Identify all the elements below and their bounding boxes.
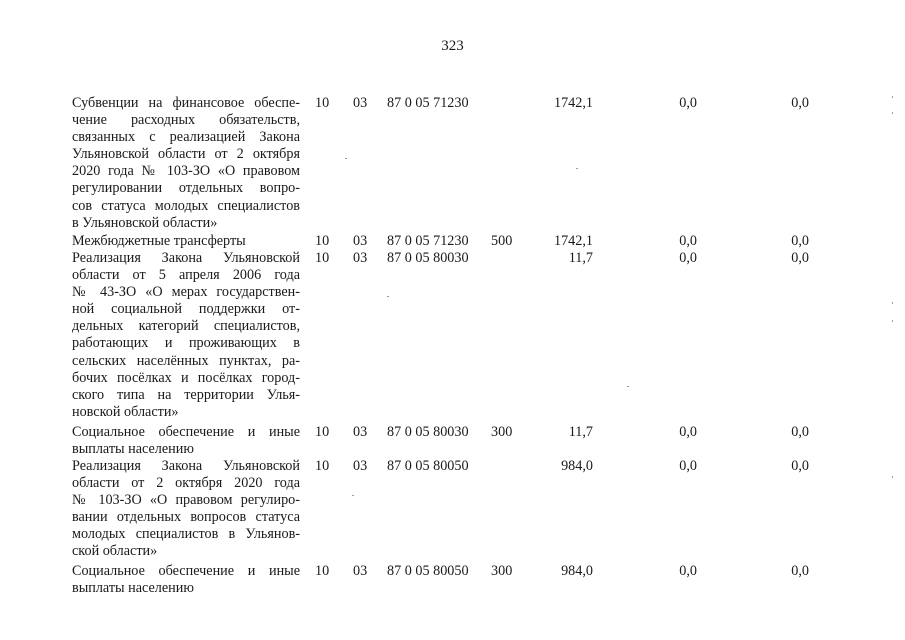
amount-year-1: 1742,1 xyxy=(553,233,593,249)
description-line: выплаты населению xyxy=(72,441,194,458)
description-line: № 103-ЗО «О правовом регулиро- xyxy=(72,492,300,509)
description-line: выплаты населению xyxy=(72,580,194,597)
section-code: 10 xyxy=(315,458,330,474)
page-number: 323 xyxy=(441,38,464,54)
description-line: дельных категорий специалистов, xyxy=(72,318,300,335)
target-article-code: 87 0 05 80030 xyxy=(387,424,469,440)
description-line: новской области» xyxy=(72,403,179,420)
scan-speck xyxy=(387,296,389,297)
description-line: связанных с реализацией Закона xyxy=(72,129,300,146)
target-article-code: 87 0 05 80030 xyxy=(387,250,469,266)
subsection-code: 03 xyxy=(353,250,368,266)
amount-year-3: 0,0 xyxy=(791,233,809,249)
amount-year-2: 0,0 xyxy=(679,563,697,579)
target-article-code: 87 0 05 80050 xyxy=(387,563,469,579)
scan-speck xyxy=(627,386,629,387)
row-description xyxy=(72,458,300,561)
description-line: ского типа на территории Улья- xyxy=(72,386,300,403)
description-line: сельских населённых пунктах, ра- xyxy=(72,352,300,369)
target-article-code: 87 0 05 71230 xyxy=(387,233,469,249)
subsection-code: 03 xyxy=(353,233,368,249)
expense-type-code: 500 xyxy=(491,233,513,249)
scan-speck xyxy=(892,320,893,322)
section-code: 10 xyxy=(315,563,330,579)
description-line: Межбюджетные трансферты xyxy=(72,233,246,249)
amount-year-3: 0,0 xyxy=(791,424,809,440)
description-line: Ульяновской области от 2 октября xyxy=(72,146,300,163)
description-line: Реализация Закона Ульяновской xyxy=(72,458,300,474)
expense-type-code: 300 xyxy=(491,563,513,579)
description-line: бочих посёлках и посёлках город- xyxy=(72,369,300,386)
description-line: ной социальной поддержки от- xyxy=(72,301,300,318)
amount-year-1: 11,7 xyxy=(568,424,593,440)
amount-year-1: 1742,1 xyxy=(553,95,593,111)
amount-year-1: 11,7 xyxy=(568,250,593,266)
description-line: области от 5 апреля 2006 года xyxy=(72,267,300,284)
description-line: в Ульяновской области» xyxy=(72,214,218,231)
description-line: № 43-ЗО «О мерах государствен- xyxy=(72,284,300,301)
description-line: области от 2 октября 2020 года xyxy=(72,475,300,492)
amount-year-2: 0,0 xyxy=(679,250,697,266)
amount-year-1: 984,0 xyxy=(561,458,593,474)
description-line: вании отдельных вопросов статуса xyxy=(72,509,300,526)
expense-type-code: 300 xyxy=(491,424,513,440)
scan-speck xyxy=(892,476,893,478)
description-line: Социальное обеспечение и иные xyxy=(72,424,300,440)
amount-year-3: 0,0 xyxy=(791,458,809,474)
description-line: Реализация Закона Ульяновской xyxy=(72,250,300,266)
section-code: 10 xyxy=(315,95,330,111)
description-line: регулировании отдельных вопро- xyxy=(72,180,300,197)
scan-speck xyxy=(892,112,893,114)
description-line: Социальное обеспечение и иные xyxy=(72,563,300,579)
row-description xyxy=(72,233,300,250)
subsection-code: 03 xyxy=(353,563,368,579)
description-line: молодых специалистов в Ульянов- xyxy=(72,526,300,543)
description-line: Субвенции на финансовое обеспе- xyxy=(72,95,300,111)
scan-speck xyxy=(892,302,893,304)
section-code: 10 xyxy=(315,250,330,266)
subsection-code: 03 xyxy=(353,424,368,440)
target-article-code: 87 0 05 80050 xyxy=(387,458,469,474)
target-article-code: 87 0 05 71230 xyxy=(387,95,469,111)
subsection-code: 03 xyxy=(353,458,368,474)
description-line: работающих и проживающих в xyxy=(72,335,300,352)
amount-year-3: 0,0 xyxy=(791,250,809,266)
amount-year-1: 984,0 xyxy=(561,563,593,579)
scan-speck xyxy=(352,495,354,496)
description-line: 2020 года № 103-ЗО «О правовом xyxy=(72,163,300,180)
amount-year-2: 0,0 xyxy=(679,95,697,111)
row-description xyxy=(72,563,300,597)
amount-year-2: 0,0 xyxy=(679,458,697,474)
scan-speck xyxy=(345,158,347,159)
row-description xyxy=(72,250,300,421)
amount-year-3: 0,0 xyxy=(791,563,809,579)
subsection-code: 03 xyxy=(353,95,368,111)
row-description xyxy=(72,95,300,232)
row-description xyxy=(72,424,300,458)
description-line: чение расходных обязательств, xyxy=(72,112,300,129)
amount-year-2: 0,0 xyxy=(679,233,697,249)
description-line: ской области» xyxy=(72,543,158,560)
amount-year-2: 0,0 xyxy=(679,424,697,440)
description-line: сов статуса молодых специалистов xyxy=(72,197,300,214)
section-code: 10 xyxy=(315,233,330,249)
section-code: 10 xyxy=(315,424,330,440)
scan-speck xyxy=(892,96,893,98)
scan-speck xyxy=(576,168,578,169)
amount-year-3: 0,0 xyxy=(791,95,809,111)
